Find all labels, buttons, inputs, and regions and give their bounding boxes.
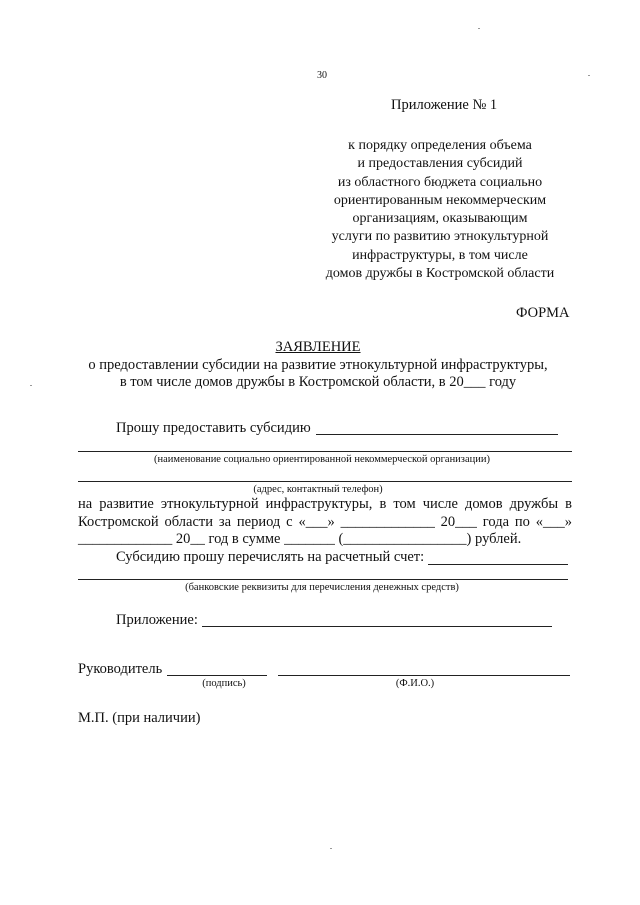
bank-details-caption: (банковские реквизиты для перечисления денежных средств) bbox=[185, 582, 459, 593]
transfer-text: Субсидию прошу перечислять на расчетный счет: bbox=[116, 549, 425, 565]
address-caption: (адрес, контактный телефон) bbox=[253, 484, 383, 495]
attachment-label: Приложение: bbox=[116, 612, 198, 628]
organization-name-line[interactable] bbox=[78, 451, 572, 452]
appendix-line: услуги по развитию этнокультурной bbox=[331, 229, 549, 245]
page-number: 30 bbox=[317, 70, 327, 81]
address-line[interactable] bbox=[78, 481, 572, 482]
appendix-line: из областного бюджета социально bbox=[337, 174, 543, 190]
request-text: Прошу предоставить субсидию bbox=[116, 420, 311, 436]
scan-speck bbox=[478, 28, 480, 29]
purpose-line-3: _____________ 20__ год в сумме _______ (_________________) рублей. bbox=[78, 531, 522, 547]
appendix-line: инфраструктуры, в том числе bbox=[352, 247, 528, 263]
appendix-line: организациям, оказывающим bbox=[352, 211, 528, 227]
signature-caption: (подпись) bbox=[202, 678, 246, 689]
account-line[interactable] bbox=[428, 564, 568, 565]
form-label: ФОРМА bbox=[516, 305, 570, 321]
scan-speck bbox=[330, 848, 332, 849]
purpose-line-2: Костромской области за период с «___» _____________ 20___ года по «___» bbox=[78, 514, 572, 530]
appendix-line: к порядку определения объема bbox=[348, 138, 532, 153]
appendix-line: домов дружбы в Костромской области bbox=[325, 266, 555, 282]
bank-details-line[interactable] bbox=[78, 579, 568, 580]
appendix-title: Приложение № 1 bbox=[391, 97, 498, 113]
statement-title: ЗАЯВЛЕНИЕ bbox=[275, 339, 361, 355]
statement-heading bbox=[88, 339, 547, 392]
appendix-line: и предоставления субсидий bbox=[357, 156, 523, 172]
subsidy-amount-line[interactable] bbox=[316, 434, 558, 435]
stamp-text: М.П. (при наличии) bbox=[78, 710, 201, 726]
appendix-description bbox=[310, 137, 570, 283]
full-name-caption: (Ф.И.О.) bbox=[395, 678, 435, 689]
scan-speck bbox=[588, 75, 590, 76]
statement-subtitle-line2: в том числе домов дружбы в Костромской области, в 20___ году bbox=[119, 374, 517, 390]
statement-subtitle-line1: о предоставлении субсидии на развитие этнокультурной инфраструктуры, bbox=[88, 356, 548, 373]
purpose-line-1: на развитие этнокультурной инфраструктуры, в том числе домов дружбы в bbox=[78, 496, 572, 512]
head-label: Руководитель bbox=[78, 661, 163, 677]
appendix-line: ориентированным некоммерческим bbox=[333, 192, 547, 208]
attachment-line[interactable] bbox=[202, 626, 552, 627]
full-name-line[interactable] bbox=[278, 675, 570, 676]
scan-speck bbox=[30, 385, 32, 386]
organization-name-caption: (наименование социально ориентированной некоммерческой организации) bbox=[154, 454, 490, 465]
signature-line[interactable] bbox=[167, 675, 267, 676]
